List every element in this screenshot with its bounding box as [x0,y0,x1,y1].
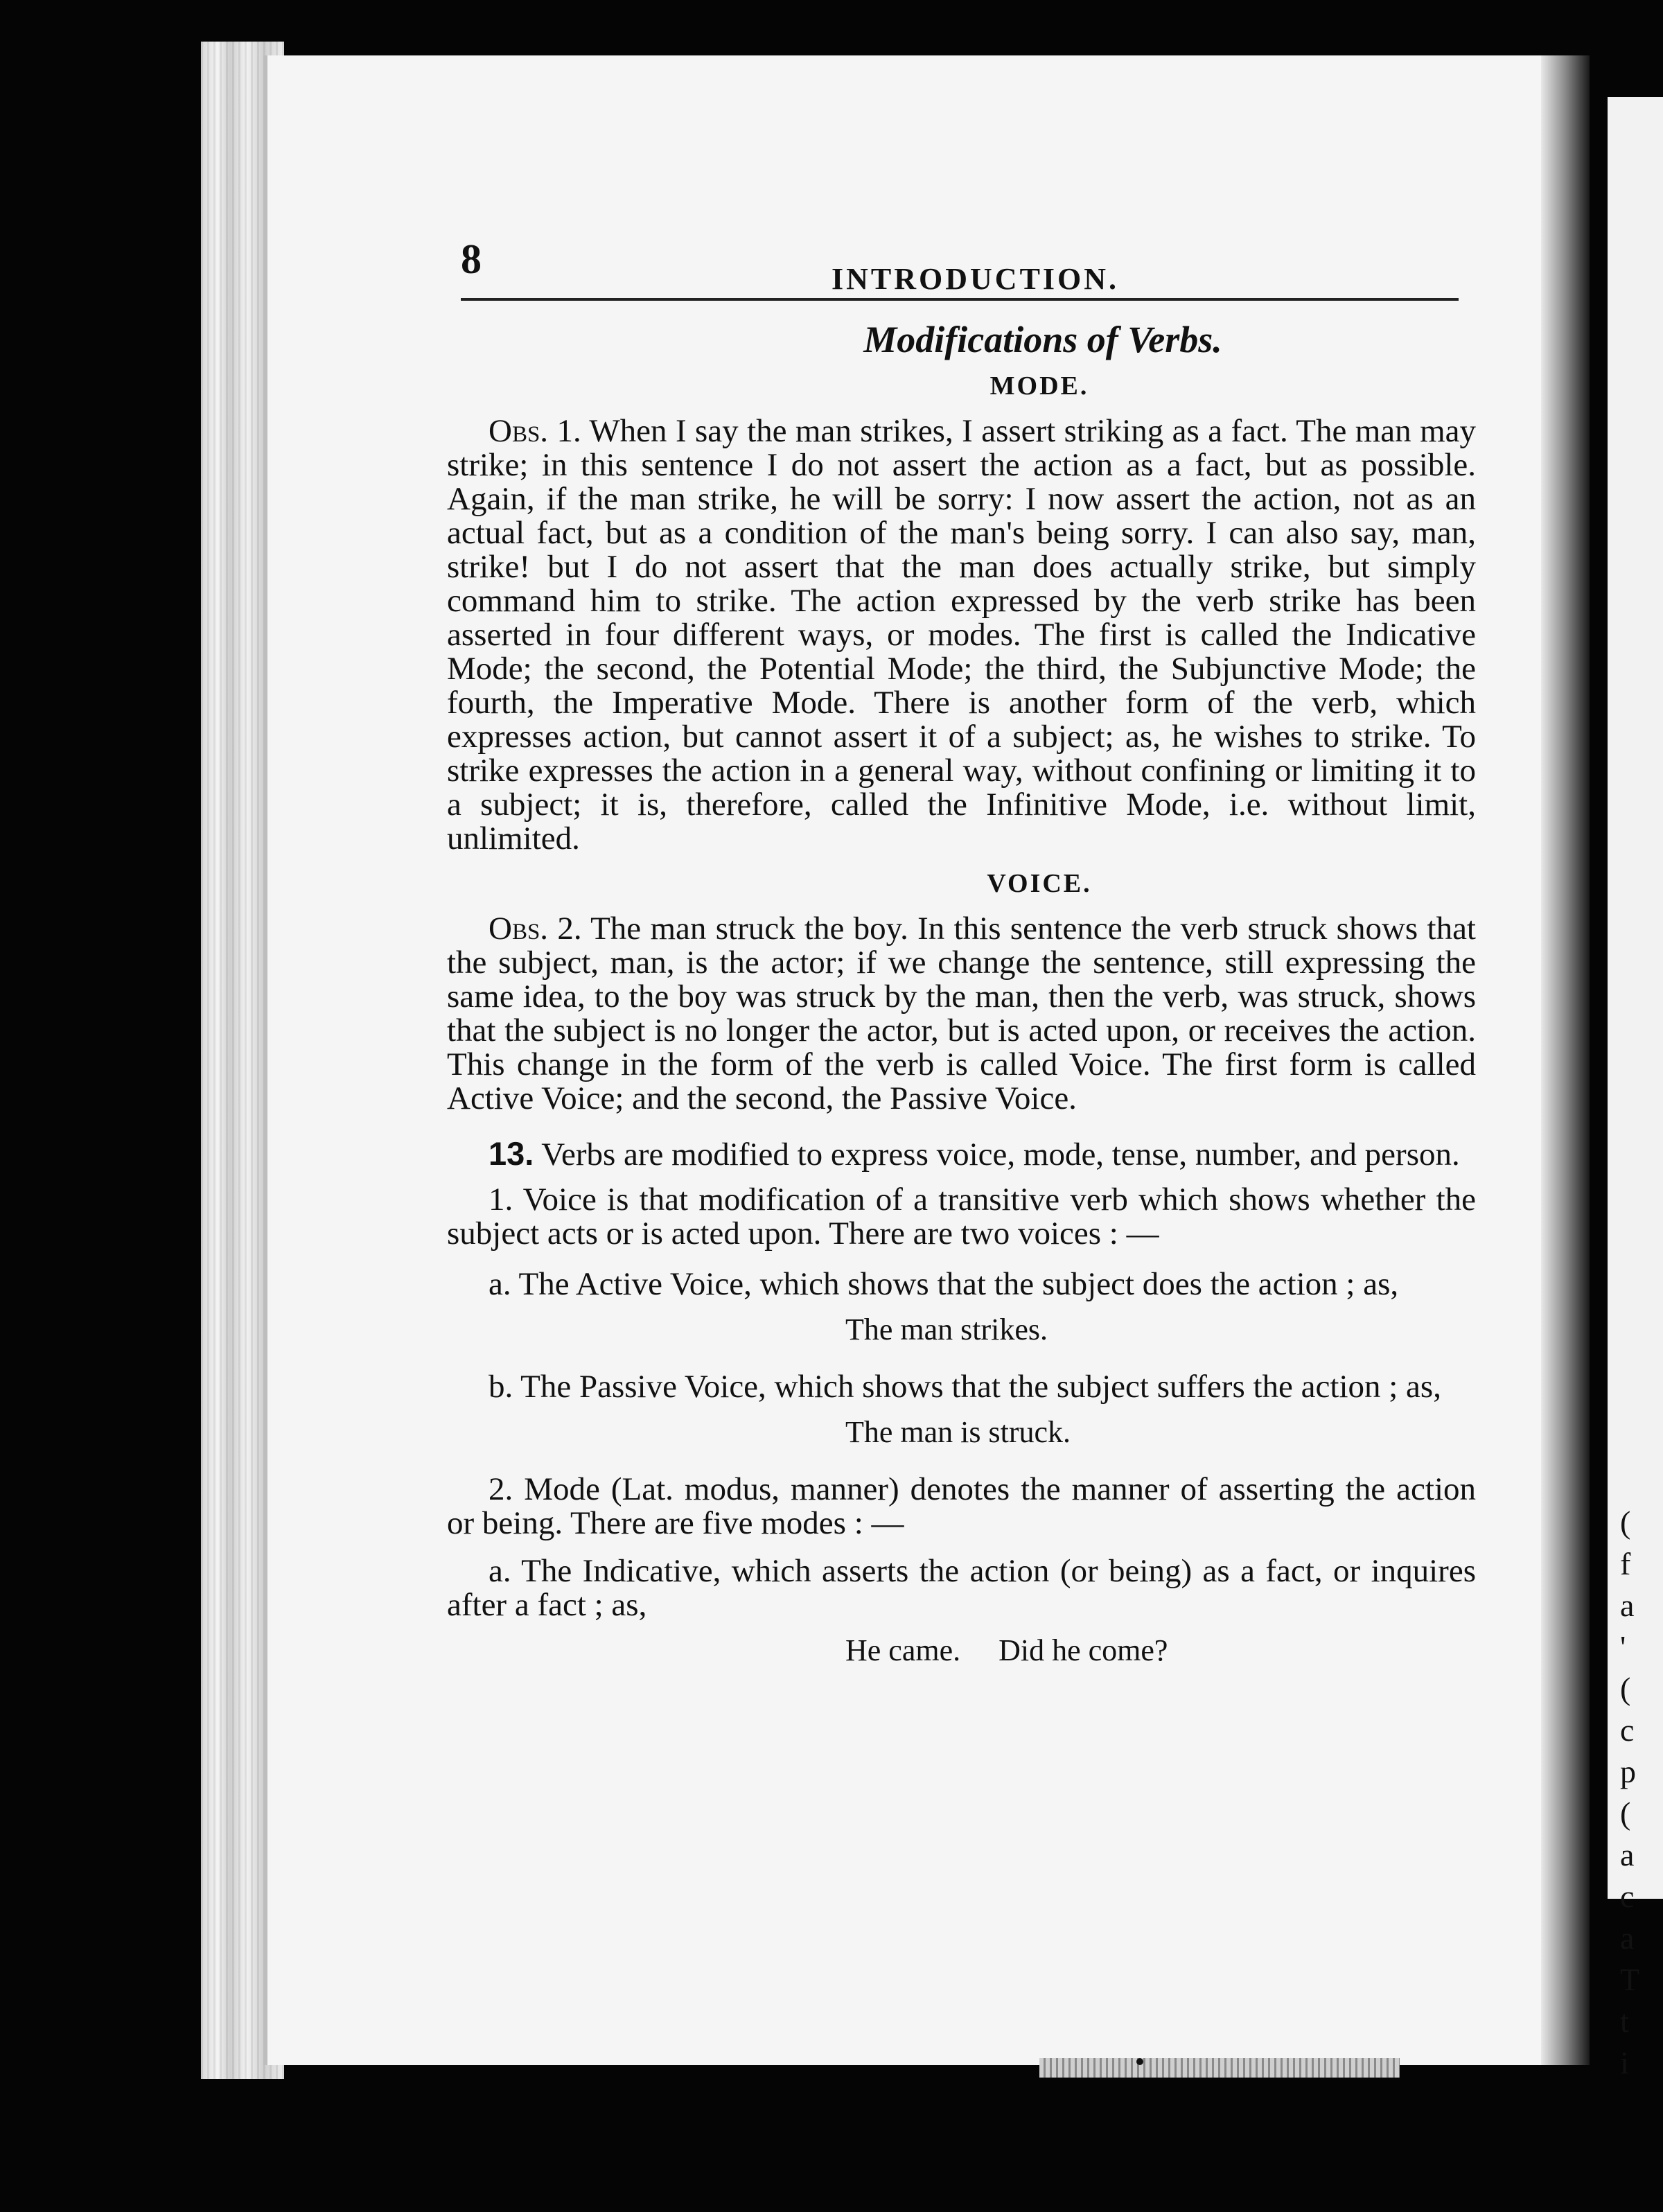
running-head [430,236,1476,298]
neighbour-letter: a [1620,1920,1635,1956]
neighbour-letter: i [1620,2045,1629,2080]
mode-heading: MODE. [989,371,1089,401]
page-mark [1136,2058,1143,2065]
passive-voice-example: The man is struck. [845,1415,1071,1449]
running-title: INTRODUCTION. [832,262,1120,296]
neighbour-page-strip [1608,97,1663,2080]
neighbour-letter: f [1620,1546,1631,1581]
passive-voice-definition: b. The Passive Voice, which shows that the subject suffers the action ; as, [489,1369,1441,1405]
obs-1-paragraph [430,414,1476,856]
obs-1-text: When I say the man strikes, I assert striking as a fact. The man may strike; in this sentence I do not assert the action as a fact, but as possible. Again, if the man strike, he will be sorry: I now assert the action, not as an actual fact, but as a condition of the man's being sorry. I can also say, man, strike! but I do not assert that the man does actually strike, but simply command him to strike. The action expressed by the verb strike has been asserted in four different ways, or modes. The first is called the Indicative Mode; the second, the Potential Mode; the third, the Subjunctive Mode; the fourth, the Imperative Mode. There is another form of the verb, which expresses action, but cannot assert it of a subject; as, he wishes to strike. To strike expresses the action in a general way, without confining or limiting it to a subject; it is, therefore, called the Infinitive Mode, i.e. without limit, unlimited. [447,413,1477,857]
section-title: Modifications of Verbs. [863,319,1222,360]
neighbour-letter: ' [1620,1629,1626,1665]
voice-heading: VOICE. [987,869,1092,898]
page-bottom-edge [1039,2058,1400,2078]
voice-definition: 1. Voice is that modification of a transitive verb which shows whether the subject acts or is acted upon. There are two voices : — [447,1182,1476,1252]
neighbour-letter: c [1620,1712,1635,1748]
neighbour-letter: t [1620,2003,1629,2039]
indicative-definition: a. The Indicative, which asserts the action (or being) as a fact, or inquires after a fact ; as, [447,1553,1476,1623]
mode-definition: 2. Mode (Lat. modus, manner) denotes the manner of asserting the action or being. There are five modes : — [447,1471,1476,1541]
obs-2-text: The man struck the boy. In this sentence the verb struck shows that the subject, man, is the actor; if we change the sentence, still expressing the same idea, to the boy was struck by the man, then the verb, was struck, shows that the subject is no longer the actor, but is acted upon, or receives the action. This change in the form of the verb is called Voice. The first form is called Active Voice; and the second, the Passive Voice. [447,911,1476,1116]
page-number: 8 [461,236,482,282]
rule-13-number: 13. [489,1135,534,1172]
active-voice-definition: a. The Active Voice, which shows that the subject does the action ; as, [489,1266,1399,1302]
neighbour-letter: a [1620,1837,1635,1872]
rule-13-text: Verbs are modified to express voice, mode, tense, number, and person. [541,1136,1460,1173]
obs-1-label: Obs. 1. [489,413,581,449]
page-content [430,236,1476,1691]
neighbour-letter: a [1620,1588,1635,1623]
neighbour-letter: c [1620,1879,1635,1914]
neighbour-letter: ( [1620,1504,1631,1540]
indicative-example: He came. Did he come? [845,1633,1168,1667]
rule-13-paragraph [430,1136,1476,1172]
neighbour-letter: p [1620,1754,1636,1789]
neighbour-letter: T [1620,1962,1640,1997]
neighbour-letter: ( [1620,1671,1631,1706]
neighbour-letter: ( [1620,1796,1631,1831]
header-rule [461,298,1459,301]
active-voice-example: The man strikes. [845,1313,1048,1346]
obs-2-label: Obs. 2. [489,911,582,947]
obs-2-paragraph [430,912,1476,1116]
